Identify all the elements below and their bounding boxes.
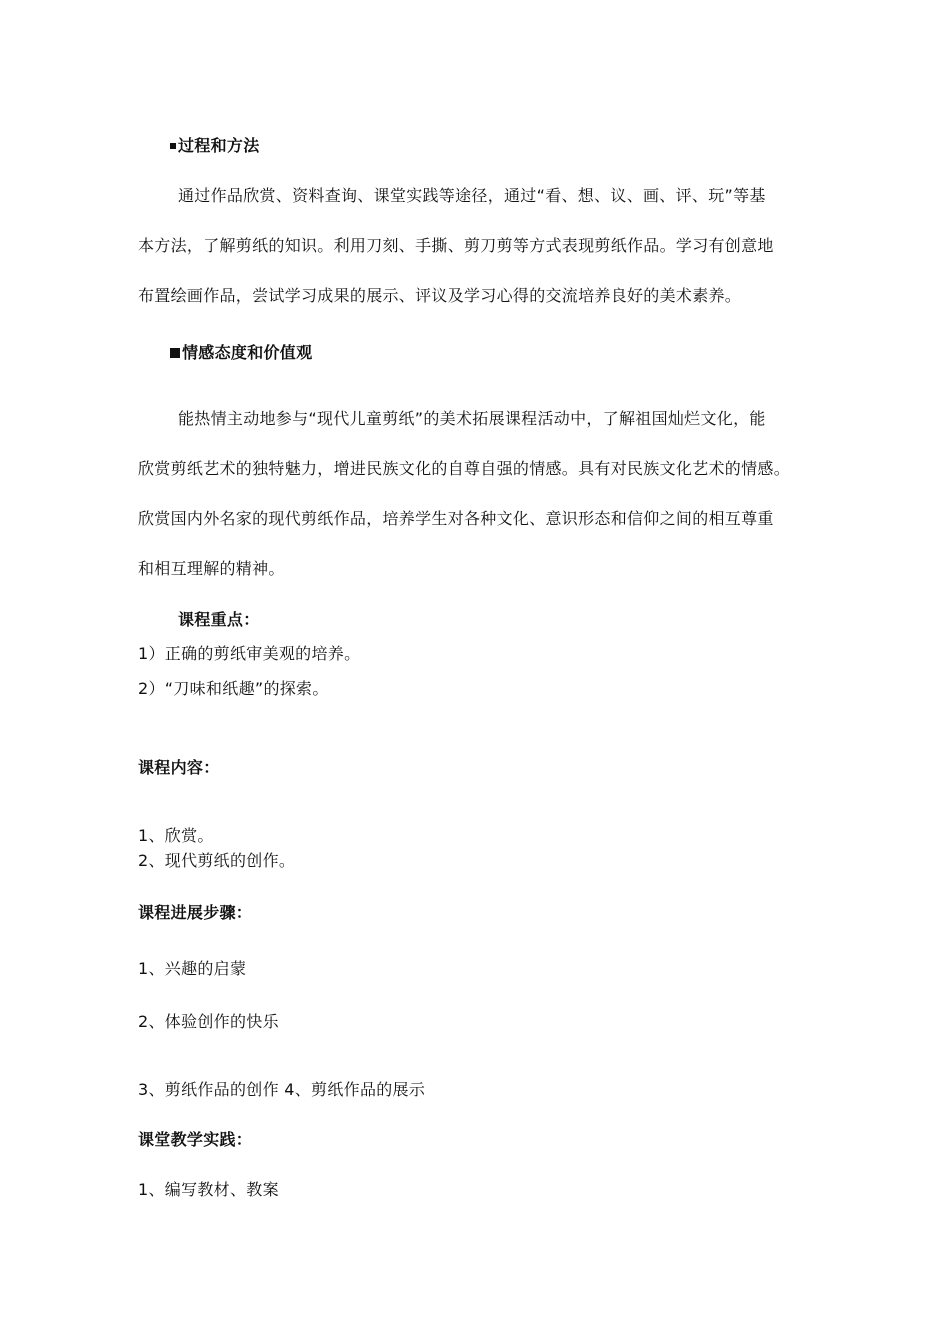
square-bullet-icon — [170, 348, 180, 358]
list-item: 2、体验创作的快乐 — [138, 1012, 279, 1031]
paragraph-line: 布置绘画作品，尝试学习成果的展示、评议及学习心得的交流培养良好的美术素养。 — [138, 286, 742, 305]
key-points-heading: 课程重点： — [178, 610, 260, 629]
section-heading-process — [170, 136, 260, 156]
paragraph-line: 和相互理解的精神。 — [138, 559, 285, 578]
list-item: 1）正确的剪纸审美观的培养。 — [138, 644, 361, 663]
steps-heading: 课程进展步骤： — [138, 903, 253, 922]
section-heading-text: 过程和方法 — [178, 136, 260, 155]
paragraph-line: 通过作品欣赏、资料查询、课堂实践等途径，通过“看、想、议、画、评、玩”等基 — [178, 186, 766, 205]
paragraph-line: 本方法，了解剪纸的知识。利用刀刻、手撕、剪刀剪等方式表现剪纸作品。学习有创意地 — [138, 236, 774, 255]
list-item: 2）“刀味和纸趣”的探索。 — [138, 679, 329, 698]
section-heading-emotion — [170, 343, 312, 363]
section-heading-text: 情感态度和价值观 — [182, 343, 313, 362]
list-item: 1、兴趣的启蒙 — [138, 959, 247, 978]
list-item: 1、欣赏。 — [138, 826, 214, 845]
list-item: 2、现代剪纸的创作。 — [138, 851, 296, 870]
paragraph-line: 欣赏国内外名家的现代剪纸作品，培养学生对各种文化、意识形态和信仰之间的相互尊重 — [138, 509, 774, 528]
paragraph-line: 能热情主动地参与“现代儿童剪纸”的美术拓展课程活动中，了解祖国灿烂文化，能 — [178, 409, 766, 428]
list-item: 1、编写教材、教案 — [138, 1180, 279, 1199]
practice-heading: 课堂教学实践： — [138, 1130, 253, 1149]
list-item: 3、剪纸作品的创作 4、剪纸作品的展示 — [138, 1080, 426, 1099]
paragraph-line: 欣赏剪纸艺术的独特魅力，增进民族文化的自尊自强的情感。具有对民族文化艺术的情感。 — [138, 459, 791, 478]
square-bullet-icon — [170, 143, 176, 149]
content-heading: 课程内容： — [138, 758, 220, 777]
